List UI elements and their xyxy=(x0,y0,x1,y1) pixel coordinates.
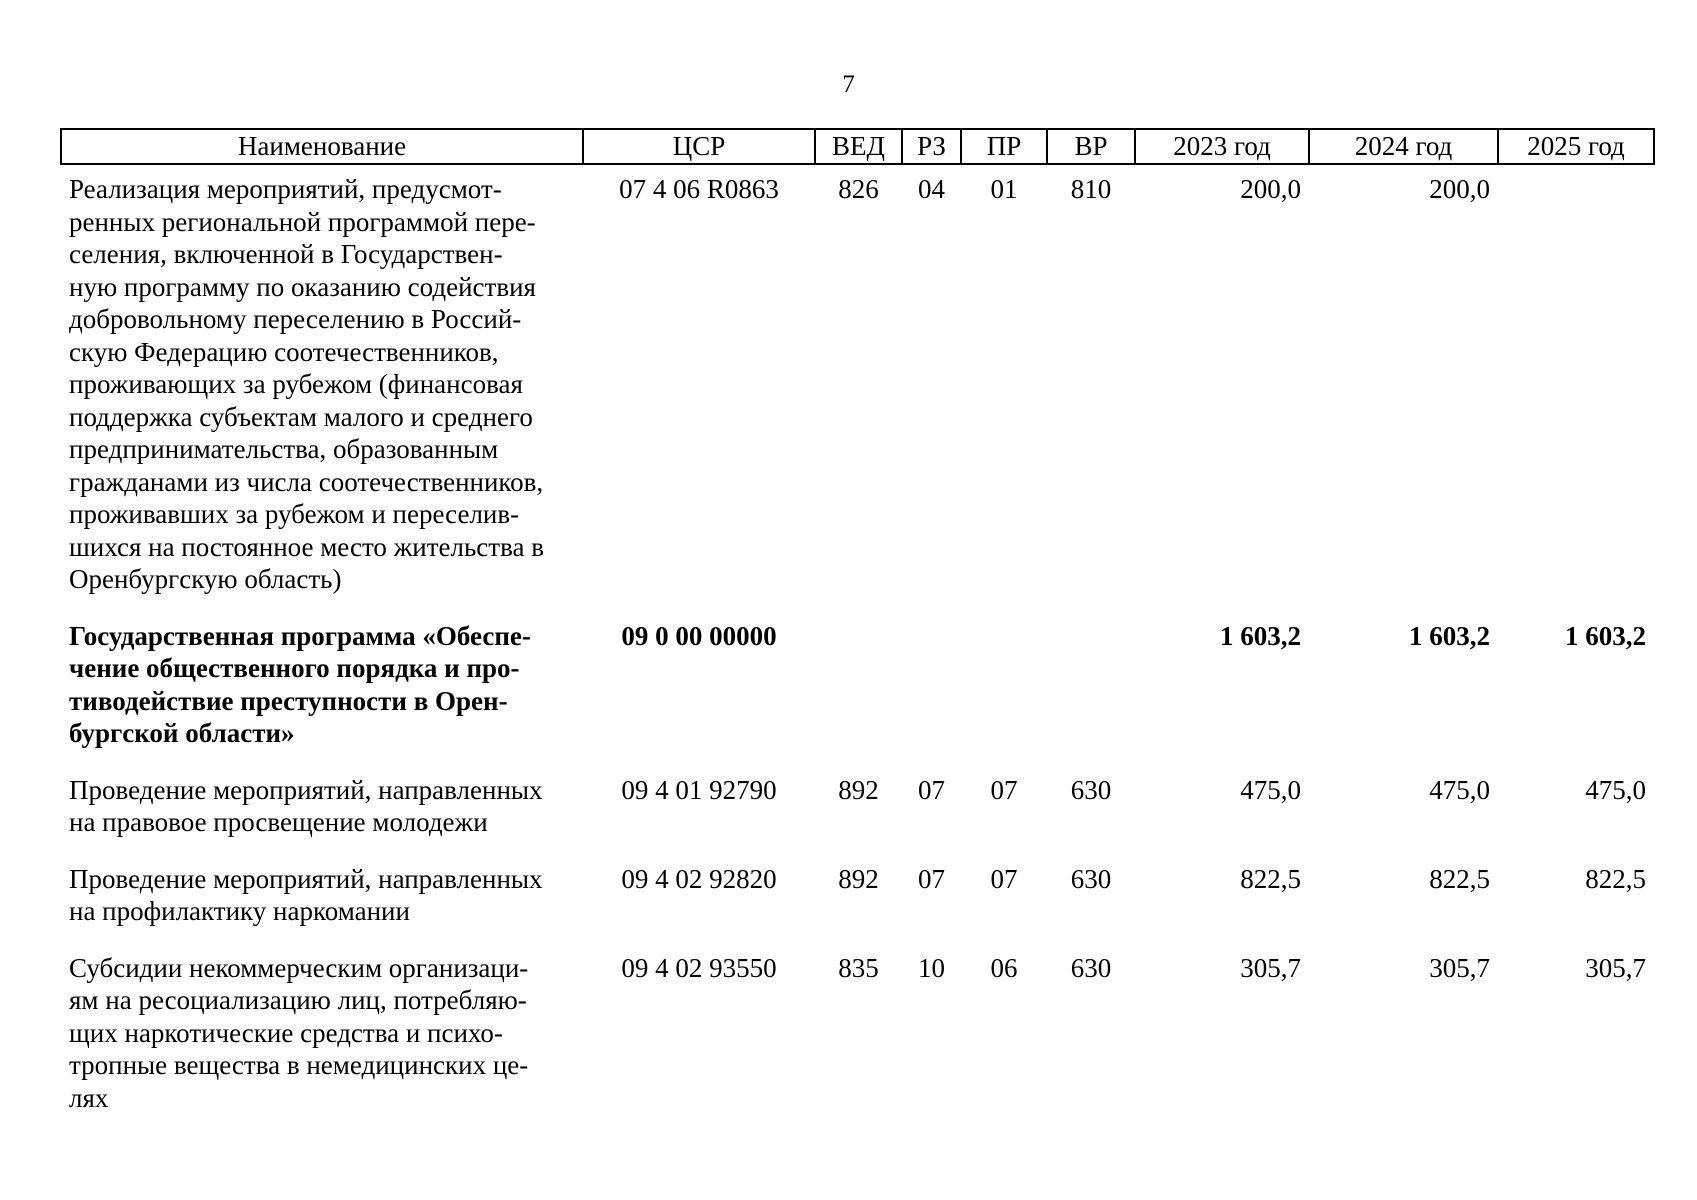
header-2023: 2023 год xyxy=(1135,129,1309,164)
name-line: Реализация мероприятий, предусмот- xyxy=(69,174,502,204)
page-number: 7 xyxy=(842,71,855,98)
cell-2024: 1 603,2 xyxy=(1409,620,1490,651)
name-line: тропные вещества в немедицинских це- xyxy=(69,1050,529,1080)
cell-rz: 04 xyxy=(918,174,945,204)
table-row xyxy=(61,612,1654,766)
header-2025: 2025 год xyxy=(1498,129,1654,164)
name-line: гражданами из числа соотечественников, xyxy=(69,466,544,497)
cell-2025 xyxy=(1498,164,1654,612)
cell-name xyxy=(61,855,583,944)
cell-csr: 09 4 02 92820 xyxy=(621,863,777,894)
table-body xyxy=(61,164,1654,1130)
name-line: шихся на постоянное место жительства в xyxy=(69,531,544,562)
cell-pr: 01 xyxy=(990,174,1018,204)
name-line: поддержка субъектам малого и среднего xyxy=(69,401,533,432)
name-line: тиводействие преступности в Орен- xyxy=(69,685,508,716)
name-line: скую Федерацию соотечественников, xyxy=(69,336,499,367)
cell-name xyxy=(61,944,583,1131)
cell-name xyxy=(61,766,583,855)
cell-2025: 1 603,2 xyxy=(1565,620,1646,651)
cell-rz: 10 xyxy=(918,952,945,983)
cell-name xyxy=(61,164,583,612)
cell-ved: 835 xyxy=(838,952,879,983)
header-csr: ЦСР xyxy=(583,129,815,164)
name-line: лях xyxy=(69,1082,109,1113)
name-line: Проведение мероприятий, направленных xyxy=(69,774,543,805)
cell-2023: 200,0 xyxy=(1240,174,1301,204)
cell-2024: 475,0 xyxy=(1429,774,1490,805)
table-row xyxy=(61,766,1654,855)
table-header-row xyxy=(61,129,1654,164)
name-line: ную программу по оказанию содействия xyxy=(69,271,536,302)
name-line: предпринимательства, образованным xyxy=(69,434,499,464)
cell-vr: 630 xyxy=(1070,774,1112,805)
cell-ved: 826 xyxy=(838,174,879,204)
cell-2025: 475,0 xyxy=(1585,774,1646,805)
cell-vr xyxy=(1047,612,1135,766)
cell-2025: 305,7 xyxy=(1585,952,1646,983)
name-line: Субсидии некоммерческим организаци- xyxy=(69,952,529,983)
cell-vr: 630 xyxy=(1070,863,1112,894)
cell-2024: 305,7 xyxy=(1429,952,1490,983)
cell-2023: 475,0 xyxy=(1240,774,1301,805)
name-line: проживающих за рубежом (финансовая xyxy=(69,369,523,399)
table-row xyxy=(61,164,1654,612)
name-line: Проведение мероприятий, направленных xyxy=(69,863,543,894)
name-line: ренных региональной программой пере- xyxy=(69,206,536,237)
cell-vr: 810 xyxy=(1070,174,1112,204)
name-line: щих наркотические средства и психо- xyxy=(69,1017,503,1048)
name-line: добровольному переселению в Россий- xyxy=(69,304,522,334)
cell-2024: 200,0 xyxy=(1429,174,1490,204)
cell-pr: 07 xyxy=(990,863,1018,894)
name-line: бургской области» xyxy=(69,718,295,748)
name-line: на профилактику наркомании xyxy=(69,896,410,926)
header-name: Наименование xyxy=(61,129,583,164)
cell-csr: 07 4 06 R0863 xyxy=(619,174,779,204)
cell-2025: 822,5 xyxy=(1585,863,1646,894)
name-line: Государственная программа «Обеспе- xyxy=(69,620,531,651)
name-line: ям на ресоциализацию лиц, потребляю- xyxy=(69,985,527,1015)
cell-csr: 09 0 00 00000 xyxy=(621,620,777,651)
header-ved: ВЕД xyxy=(815,129,902,164)
cell-rz xyxy=(902,612,961,766)
cell-2023: 822,5 xyxy=(1240,863,1301,894)
cell-pr xyxy=(961,612,1047,766)
header-2024: 2024 год xyxy=(1309,129,1498,164)
cell-name xyxy=(61,612,583,766)
cell-ved: 892 xyxy=(838,863,879,894)
cell-ved xyxy=(815,612,902,766)
name-line: чение общественного порядка и про- xyxy=(69,653,520,683)
name-line: на правовое просвещение молодежи xyxy=(69,807,488,837)
name-line: проживавших за рубежом и переселив- xyxy=(69,499,520,529)
cell-csr: 09 4 01 92790 xyxy=(621,774,777,805)
table-row xyxy=(61,855,1654,944)
table-row xyxy=(61,944,1654,1131)
header-vr: ВР xyxy=(1047,129,1135,164)
cell-2024: 822,5 xyxy=(1429,863,1490,894)
cell-rz: 07 xyxy=(918,774,945,805)
header-rz: РЗ xyxy=(902,129,961,164)
budget-table xyxy=(60,128,1655,1130)
name-line: селения, включенной в Государствен- xyxy=(69,239,503,269)
cell-2023: 1 603,2 xyxy=(1220,620,1301,651)
cell-pr: 06 xyxy=(990,952,1018,983)
cell-pr: 07 xyxy=(990,774,1018,805)
cell-2023: 305,7 xyxy=(1240,952,1301,983)
cell-vr: 630 xyxy=(1070,952,1112,983)
cell-rz: 07 xyxy=(918,863,945,894)
header-pr: ПР xyxy=(961,129,1047,164)
cell-ved: 892 xyxy=(838,774,879,805)
cell-csr: 09 4 02 93550 xyxy=(621,952,777,983)
name-line: Оренбургскую область) xyxy=(69,564,342,594)
